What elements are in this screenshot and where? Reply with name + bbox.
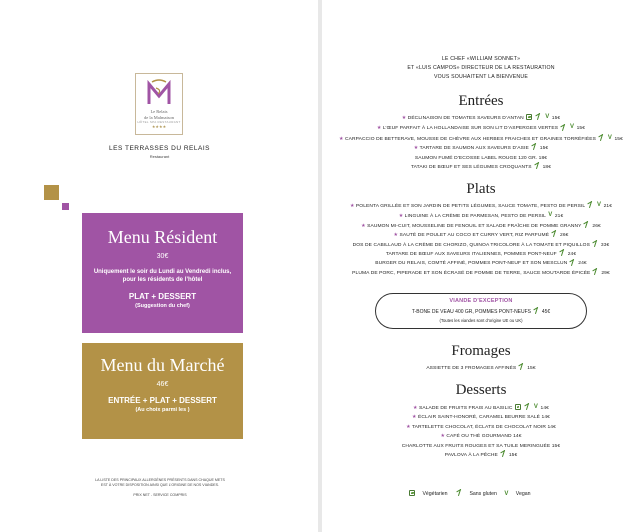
house-star-icon: ★ [376, 126, 383, 132]
menu-item-price: 15€ [527, 366, 536, 371]
menu-item-price: 14€ [547, 424, 556, 430]
menu-item [322, 154, 640, 163]
menu-item-price: 14€ [513, 434, 522, 440]
house-star-icon: ★ [361, 223, 368, 229]
restaurant-logo [135, 73, 183, 135]
menu-item-price: 21€ [554, 214, 564, 220]
menu-item-name: POLENTA GRILLÉE ET SON JARDIN DE PETITS LÉGUMES, SAUCE TOMATE, PESTO DE PERSIL [355, 204, 586, 209]
menu-item [322, 403, 640, 413]
section-title-desserts: Desserts [455, 382, 507, 398]
gluten-free-icon [524, 403, 530, 410]
menu-resident-description: Uniquement le soir du Lundi au Vendredi inclus, pour les résidents de l’hôtel [93, 269, 232, 283]
gluten-free-icon [593, 268, 599, 275]
left-page [0, 0, 318, 532]
section-title-fromages: Fromages [451, 343, 511, 359]
menu-item-price: 26€ [560, 233, 569, 239]
menu-item-name: SAUMON FUMÉ D’ECOSSE LABEL ROUGE 120 GR. [414, 155, 538, 161]
menu-item-name: ÉCLAIR SAINT-HONORÉ, CARAMEL BEURRE SALÉ [417, 415, 541, 421]
legend-vegan: Vegan [515, 490, 531, 497]
logo-line1: Le Relais [150, 109, 168, 114]
menu-item [322, 451, 640, 460]
brand-subtitle: Restaurant [149, 154, 170, 159]
plats-list [322, 201, 640, 278]
menu-item-price: 33€ [600, 242, 610, 248]
exception-item [376, 308, 586, 315]
menu-item [322, 201, 640, 211]
gluten-free-icon [592, 240, 598, 247]
vegan-icon: V [548, 212, 553, 219]
house-star-icon: ★ [339, 136, 345, 142]
menu-item-name: PLUMA DE PORC, PIPERADE ET SON ÉCRASÉ DE POMME DE TERRE, SAUCE MOUTARDE ÉPICÉE [352, 270, 591, 276]
menu-item-price: 18€ [542, 165, 552, 171]
menu-item [322, 250, 640, 259]
legend-gluten-free: Sans gluten [469, 490, 497, 497]
menu-item [322, 134, 640, 144]
gluten-free-icon [519, 363, 525, 370]
menu-item-name: BURGER DU RELAIS, COMTÉ AFFINÉ, POMMES PONT-NEUF ET SON MESCLUN [375, 261, 568, 267]
menu-item-name: PAVLOVA À LA PÊCHE [444, 453, 498, 459]
purple-square-decoration [62, 203, 69, 210]
vegetarian-icon [526, 114, 532, 120]
menu-item [322, 364, 640, 373]
menu-item-price: 14€ [541, 415, 550, 421]
gluten-free-icon [559, 249, 565, 256]
menu-item-name: TARTARE DE BŒUF AUX SAVEURS ITALIENNES, POMMES PONT-NEUF [385, 252, 557, 258]
menu-item-name: SAUTÉ DE POULET AU COCO ET CURRY VERT, RIZ PARFUMÉ [399, 233, 550, 239]
menu-item-price: 15€ [614, 136, 623, 142]
menu-item [322, 432, 640, 441]
menu-item-price: 15€ [576, 126, 586, 132]
intro-line: ET «LUIS CAMPOS» DIRECTEUR DE LA RESTAURATION [407, 65, 555, 71]
intro-line: VOUS SOUHAITENT LA BIENVENUE [433, 74, 528, 80]
section-title-plats: Plats [466, 181, 496, 197]
gold-square-decoration [44, 185, 59, 200]
exception-note: (Toutes les viandes sont d’origine UE ou UK) [439, 318, 523, 323]
gluten-free-icon [561, 124, 567, 131]
menu-item-name: DOS DE CABILLAUD À LA CRÈME DE CHORIZO, QUINOA TRICOLORE À LA TOMATE ET PIQUILLOS [352, 242, 590, 248]
house-star-icon: ★ [401, 116, 408, 121]
menu-item [322, 241, 640, 250]
menu-item-price: 15€ [551, 443, 561, 449]
logo-line3: HÔTEL SPA RESTAURANT [137, 120, 181, 124]
house-star-icon: ★ [412, 415, 418, 421]
vegetarian-icon [409, 490, 415, 496]
legend-vegetarian: Végétarien [422, 490, 448, 497]
house-star-icon: ★ [406, 424, 412, 430]
menu-resident-title: Menu Résident [107, 227, 218, 247]
menu-marche-note: (Au choix parmi les ) [135, 407, 190, 413]
menu-item-price: 15€ [539, 146, 549, 152]
allergen-footer [90, 478, 230, 498]
menu-item-name: CARPACCIO DE BETTERAVE, MOUSSE DE CHÈVRE AUX HERBES FRAICHES ET GRAINES TORRÉFIÉES [345, 136, 596, 142]
vegan-icon: V [533, 404, 539, 410]
exception-title: VIANDE D’EXCEPTION [449, 298, 513, 304]
menu-resident-box [82, 213, 243, 333]
vegan-icon: V [607, 134, 613, 141]
house-star-icon: ★ [398, 214, 405, 220]
menu-item [322, 442, 640, 451]
diet-legend [408, 490, 537, 497]
menu-resident-note: (Suggestion du chef) [135, 303, 190, 309]
menu-item [322, 413, 640, 422]
menu-marche-title: Menu du Marché [100, 355, 225, 375]
house-star-icon: ★ [413, 406, 419, 411]
gluten-free-icon [552, 230, 558, 237]
rm-monogram-icon [144, 78, 174, 108]
menu-item-price: 14€ [540, 406, 549, 411]
welcome-intro [322, 55, 640, 82]
exception-item-name: T-BONE DE VEAU 400 GR, POMMES PONT-NEUFS [411, 308, 532, 315]
viande-exception-box [375, 293, 587, 329]
menu-item-name: SALADE DE FRUITS FRAIS AU BASILIC [418, 406, 513, 411]
menu-item-price: 24€ [578, 261, 587, 267]
gluten-free-icon [588, 201, 594, 208]
footer-line1: LA LISTE DES PRINCIPAUX ALLERGÈNES PRÉSENTS DANS CHAQUE METS [95, 478, 225, 482]
menu-item-price: 21€ [603, 204, 613, 209]
house-star-icon: ★ [349, 204, 356, 209]
gluten-free-icon [598, 134, 604, 141]
gluten-free-icon [536, 113, 542, 120]
menu-item-price: 26€ [592, 223, 601, 229]
intro-line: LE CHEF «WILLIAM SONNET» [441, 56, 521, 62]
menu-marche-box [82, 343, 243, 439]
menu-marche-formula: ENTRÉE + PLAT + DESSERT [108, 396, 217, 405]
menu-item-name: TARTARE DE SAUMON AUX SAVEURS D’ASIE [419, 146, 529, 152]
gluten-free-icon [584, 221, 590, 228]
menu-item-price: 15€ [508, 453, 518, 459]
brand-title: LES TERRASSES DU RELAIS [109, 145, 210, 152]
fromages-list [322, 364, 640, 373]
logo-line2: de la Malmaison [144, 115, 174, 120]
menu-item-name: ASSIETTE DE 3 FROMAGES AFFINÉS [426, 366, 517, 371]
footer-price-note: PRIX NET - SERVICE COMPRIS [133, 493, 187, 497]
vegan-icon: V [504, 490, 509, 497]
exception-item-price: 45€ [541, 308, 551, 315]
menu-item-name: L’ŒUF PARFAIT À LA HOLLANDAISE SUR SON LIT D’ASPERGES VERTES [382, 126, 559, 132]
gluten-free-icon [570, 259, 576, 266]
brand [108, 145, 211, 159]
menu-item [322, 123, 640, 133]
menu-item [322, 211, 640, 221]
gluten-free-icon [500, 450, 506, 457]
desserts-list [322, 403, 640, 460]
footer-line2: EST À VOTRE DISPOSITION AINSI QUE L’ORIGINE DE NOS VIANDES. [100, 483, 220, 487]
menu-item-price: 29€ [601, 270, 610, 276]
house-star-icon: ★ [393, 233, 400, 239]
vegetarian-icon [515, 404, 521, 410]
vegan-icon: V [570, 124, 575, 131]
gluten-free-icon [534, 162, 540, 169]
vegan-icon: V [596, 202, 602, 208]
section-title-entrees: Entrées [458, 93, 504, 109]
gluten-free-icon [456, 489, 462, 496]
menu-item-price: 15€ [551, 116, 561, 121]
menu-item [322, 269, 640, 278]
menu-item [322, 222, 640, 231]
entrees-list [322, 113, 640, 172]
menu-item [322, 113, 640, 123]
house-star-icon: ★ [413, 146, 420, 152]
menu-item-name: DÉCLINAISON DE TOMATES SAVEURS D’ANTAN [407, 116, 524, 121]
menu-item [322, 163, 640, 172]
menu-item-name: SAUMON MI-CUIT, MOUSSELINE DE FENOUIL ET SALADE FRAÎCHE DE POMME GRANNY [367, 223, 582, 229]
menu-item [322, 144, 640, 153]
menu-item-price: 24€ [567, 252, 577, 258]
menu-item-price: 18€ [538, 155, 548, 161]
right-page [322, 0, 640, 532]
menu-resident-price: 30€ [156, 253, 169, 260]
menu-item-name: LINGUINE À LA CRÈME DE PARMESAN, PESTO DE PERSIL [404, 214, 546, 220]
menu-item-name: CAFÉ OU THÉ GOURMAND [446, 434, 512, 440]
gluten-free-icon [533, 307, 539, 314]
house-star-icon: ★ [440, 434, 447, 440]
gluten-free-icon [531, 143, 537, 150]
menu-marche-price: 46€ [156, 381, 169, 388]
menu-resident-formula: PLAT + DESSERT [128, 292, 197, 301]
menu-item-name: TARTELETTE CHOCOLAT, ÉCLATS DE CHOCOLAT NOIR [411, 424, 546, 430]
menu-item-name: CHARLOTTE AUX FRUITS ROUGES ET SA TUILE MERINGUÉE [401, 443, 551, 449]
logo-stars: ★★★★ [151, 124, 167, 129]
menu-item [322, 423, 640, 432]
vegan-icon: V [545, 114, 550, 120]
menu-item-name: TATAKI DE BŒUF ET SES LÉGUMES CROQUANTS [410, 165, 532, 171]
